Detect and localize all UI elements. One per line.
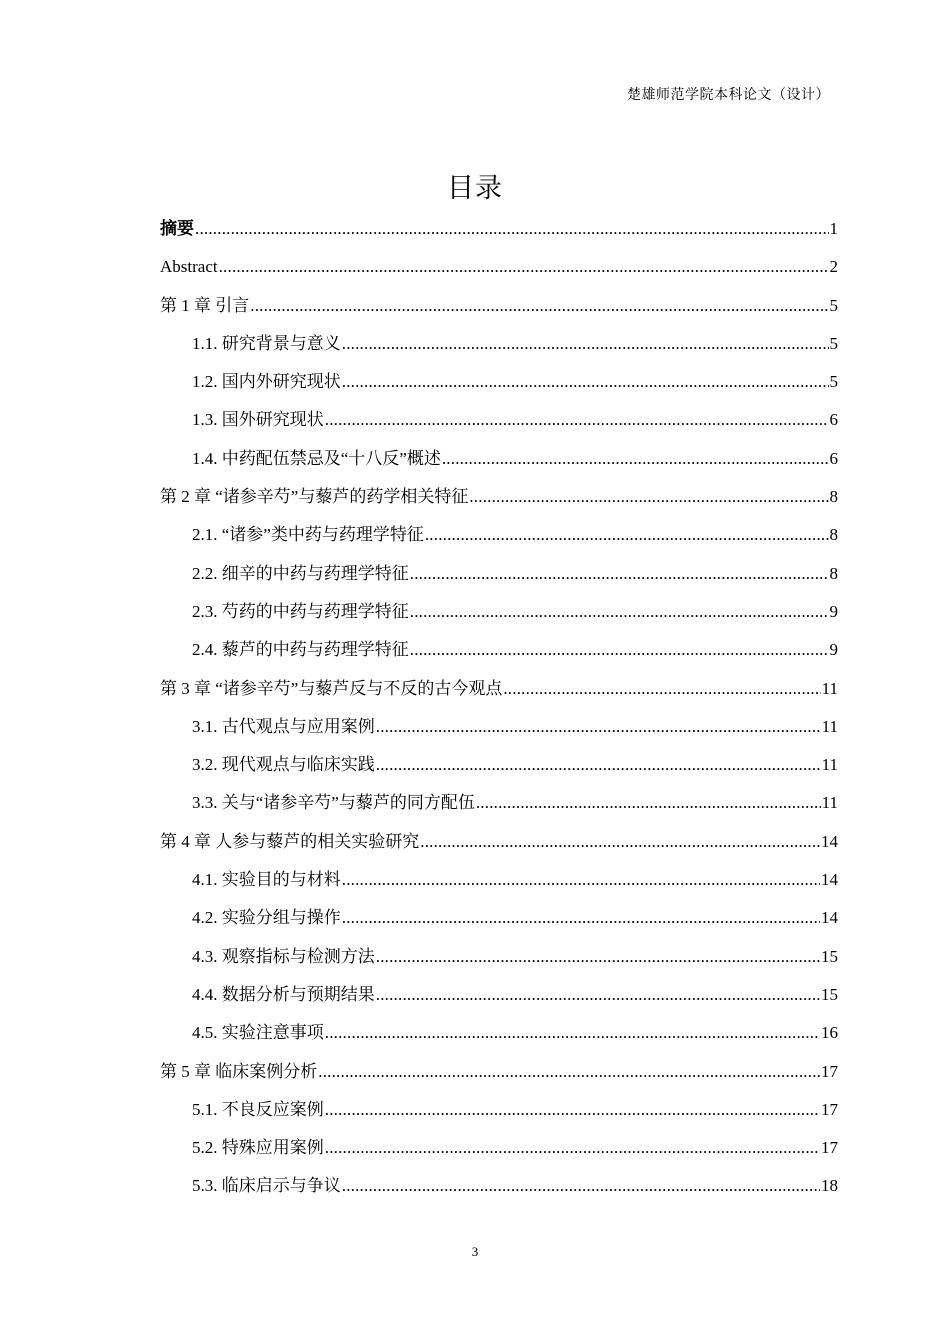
toc-dot-leader (250, 287, 828, 325)
toc-entry-page-number: 9 (829, 640, 838, 660)
toc-entry-label: Abstract (160, 257, 218, 277)
toc-entry-page-number: 17 (821, 1061, 838, 1081)
toc-section-entry[interactable] (160, 784, 838, 822)
toc-entry-page-number: 18 (821, 1176, 838, 1196)
toc-chapter-entry[interactable] (160, 1053, 838, 1091)
toc-entry-label: 2.4. 藜芦的中药与药理学特征 (192, 640, 409, 660)
toc-entry-page-number: 5 (829, 372, 838, 392)
toc-entry-label: 5.3. 临床启示与争议 (192, 1176, 341, 1196)
toc-entry-label: 1.3. 国外研究现状 (192, 410, 324, 430)
toc-entry-page-number: 8 (829, 525, 838, 545)
toc-entry-page-number: 16 (821, 1023, 838, 1043)
toc-entry-page-number: 15 (821, 984, 838, 1004)
toc-chapter-entry[interactable] (160, 210, 838, 248)
toc-entry-label: 4.4. 数据分析与预期结果 (192, 984, 375, 1004)
toc-section-entry[interactable] (160, 440, 838, 478)
toc-dot-leader (503, 670, 820, 708)
toc-entry-label: 2.3. 芍药的中药与药理学特征 (192, 601, 409, 621)
toc-dot-leader (195, 210, 829, 248)
toc-section-entry[interactable] (160, 708, 838, 746)
toc-entry-label: 第 3 章 “诸参辛芍”与藜芦反与不反的古今观点 (160, 678, 503, 698)
toc-entry-label: 4.1. 实验目的与材料 (192, 870, 341, 890)
toc-entry-page-number: 17 (821, 1099, 838, 1119)
toc-entry-page-number: 6 (829, 410, 838, 430)
toc-section-entry[interactable] (160, 631, 838, 669)
toc-section-entry[interactable] (160, 1167, 838, 1205)
toc-entry-label: 第 1 章 引言 (160, 295, 250, 315)
toc-entry-page-number: 1 (829, 219, 838, 238)
table-of-contents (160, 210, 838, 1206)
toc-section-entry[interactable] (160, 938, 838, 976)
toc-entry-label: 4.2. 实验分组与操作 (192, 908, 341, 928)
toc-dot-leader (442, 440, 829, 478)
toc-dot-leader (420, 823, 820, 861)
toc-entry-label: 5.1. 不良反应案例 (192, 1099, 324, 1119)
toc-entry-page-number: 2 (829, 257, 838, 277)
toc-entry-label: 第 5 章 临床案例分析 (160, 1061, 318, 1081)
toc-dot-leader (376, 976, 820, 1014)
toc-dot-leader (410, 631, 829, 669)
toc-entry-label: 4.3. 观察指标与检测方法 (192, 946, 375, 966)
toc-entry-label: 摘要 (160, 219, 194, 238)
toc-chapter-entry[interactable] (160, 823, 838, 861)
toc-dot-leader (410, 593, 829, 631)
toc-entry-page-number: 11 (821, 678, 838, 698)
toc-dot-leader (325, 1129, 820, 1167)
toc-dot-leader (342, 363, 829, 401)
toc-section-entry[interactable] (160, 1129, 838, 1167)
toc-entry-label: 3.3. 关与“诸参辛芍”与藜芦的同方配伍 (192, 793, 475, 813)
toc-entry-label: 第 4 章 人参与藜芦的相关实验研究 (160, 831, 420, 851)
toc-entry-label: 1.2. 国内外研究现状 (192, 372, 341, 392)
toc-section-entry[interactable] (160, 325, 838, 363)
toc-dot-leader (342, 899, 820, 937)
toc-entry-label: 第 2 章 “诸参辛芍”与藜芦的药学相关特征 (160, 487, 469, 507)
toc-entry-label: 3.1. 古代观点与应用案例 (192, 716, 375, 736)
toc-dot-leader (325, 401, 829, 439)
page-title: 目录 (447, 173, 503, 204)
toc-dot-leader (376, 746, 821, 784)
toc-dot-leader (342, 1167, 820, 1205)
toc-section-entry[interactable] (160, 516, 838, 554)
toc-entry-page-number: 17 (821, 1138, 838, 1158)
toc-entry-page-number: 11 (821, 793, 838, 813)
page-number: 3 (471, 1244, 479, 1259)
toc-section-entry[interactable] (160, 1014, 838, 1052)
toc-entry-page-number: 9 (829, 601, 838, 621)
toc-entry-label: 1.1. 研究背景与意义 (192, 333, 341, 353)
toc-dot-leader (325, 1091, 820, 1129)
toc-dot-leader (425, 516, 829, 554)
toc-dot-leader (342, 325, 829, 363)
toc-chapter-entry[interactable] (160, 670, 838, 708)
toc-dot-leader (318, 1053, 820, 1091)
toc-chapter-entry[interactable] (160, 287, 838, 325)
toc-section-entry[interactable] (160, 899, 838, 937)
toc-entry-page-number: 5 (829, 295, 838, 315)
toc-section-entry[interactable] (160, 593, 838, 631)
toc-entry-page-number: 11 (821, 716, 838, 736)
toc-entry-label: 1.4. 中药配伍禁忌及“十八反”概述 (192, 448, 441, 468)
toc-dot-leader (476, 784, 821, 822)
toc-dot-leader (376, 938, 820, 976)
toc-entry-label: 4.5. 实验注意事项 (192, 1023, 324, 1043)
toc-entry-label: 2.2. 细辛的中药与药理学特征 (192, 563, 409, 583)
toc-entry-page-number: 8 (829, 563, 838, 583)
toc-entry-page-number: 6 (829, 448, 838, 468)
toc-entry-label: 2.1. “诸参”类中药与药理学特征 (192, 525, 424, 545)
toc-section-entry[interactable] (160, 401, 838, 439)
toc-section-entry[interactable] (160, 363, 838, 401)
toc-section-entry[interactable] (160, 746, 838, 784)
toc-dot-leader (342, 861, 820, 899)
toc-entry-page-number: 15 (821, 946, 838, 966)
toc-entry-page-number: 5 (829, 333, 838, 353)
toc-dot-leader (376, 708, 821, 746)
toc-entry-page-number: 14 (821, 870, 838, 890)
toc-section-entry[interactable] (160, 976, 838, 1014)
toc-entry-label: 5.2. 特殊应用案例 (192, 1138, 324, 1158)
toc-chapter-entry[interactable] (160, 248, 838, 286)
toc-section-entry[interactable] (160, 1091, 838, 1129)
toc-entry-page-number: 14 (821, 831, 838, 851)
toc-section-entry[interactable] (160, 861, 838, 899)
running-header: 楚雄师范学院本科论文（设计） (627, 88, 830, 103)
toc-chapter-entry[interactable] (160, 478, 838, 516)
toc-dot-leader (325, 1014, 820, 1052)
toc-entry-page-number: 14 (821, 908, 838, 928)
toc-dot-leader (469, 478, 828, 516)
toc-dot-leader (410, 555, 829, 593)
toc-entry-page-number: 11 (821, 755, 838, 775)
toc-entry-page-number: 8 (829, 487, 838, 507)
toc-dot-leader (219, 248, 829, 286)
toc-section-entry[interactable] (160, 555, 838, 593)
toc-entry-label: 3.2. 现代观点与临床实践 (192, 755, 375, 775)
